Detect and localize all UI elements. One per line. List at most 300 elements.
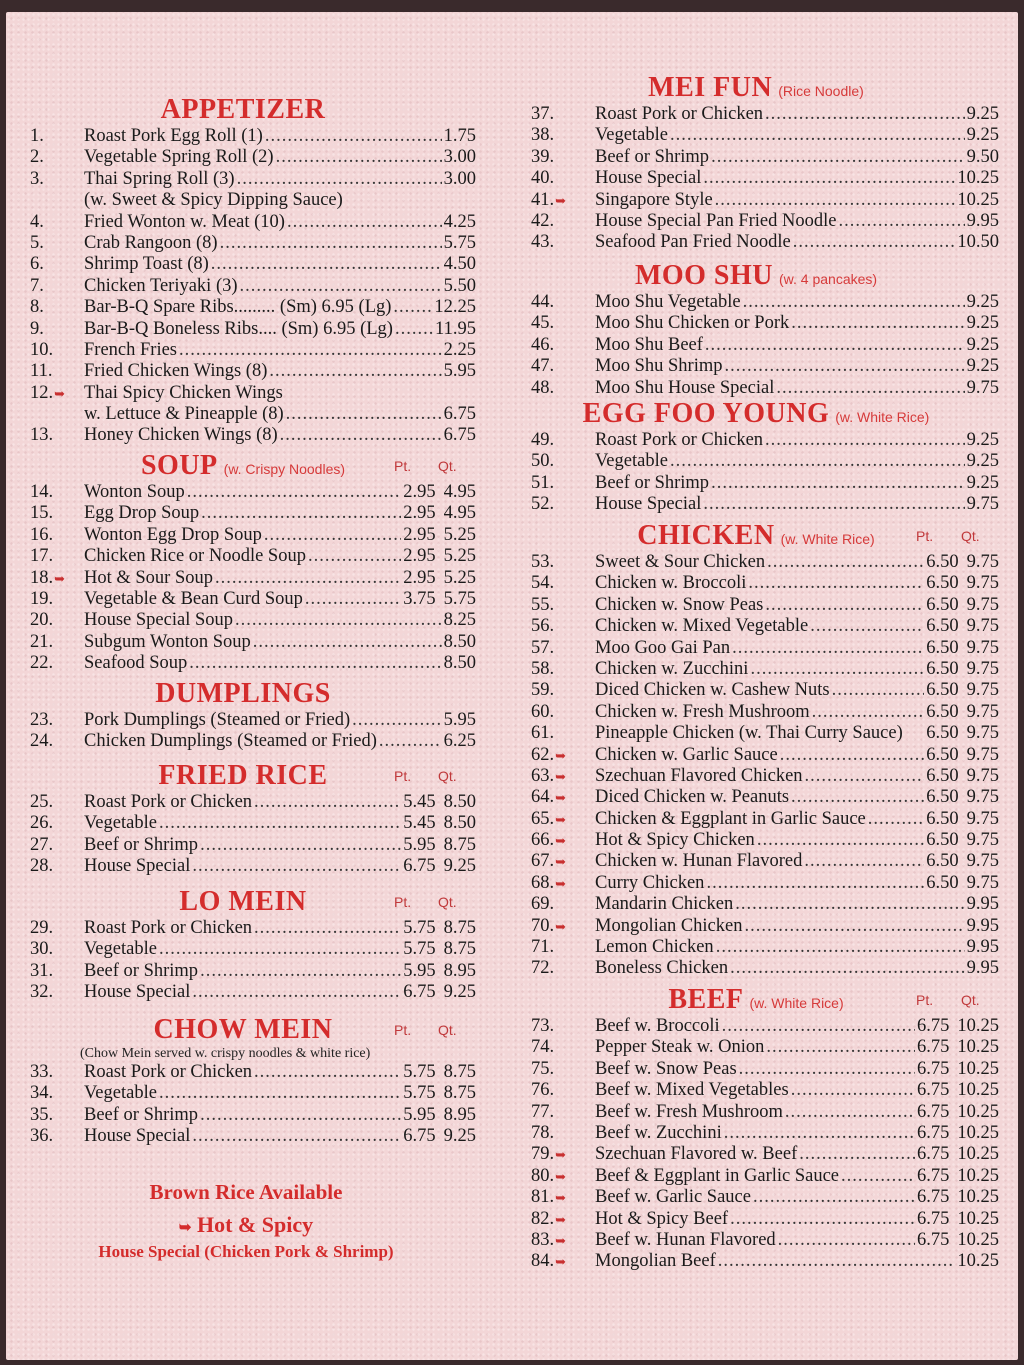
item-name: Bar-B-Q Boneless Ribs.... (Sm) 6.95 (Lg) (84, 318, 393, 339)
item-line (84, 1126, 476, 1147)
item-name: Egg Drop Soup (84, 503, 200, 524)
item-number (30, 731, 68, 752)
item-number-text: 62. (531, 744, 555, 765)
item-line (595, 356, 999, 377)
item-price-pint: 5.75 (403, 918, 436, 938)
item-line (84, 383, 476, 404)
menu-item (511, 616, 1018, 637)
item-price-pint: 5.95 (403, 960, 436, 981)
item-name: Hot & Spicy Beef (595, 1208, 729, 1229)
item-price: 10.25 (957, 168, 999, 189)
item-name: Vegetable (595, 451, 668, 472)
dot-leader (393, 297, 432, 318)
dot-leader (812, 702, 925, 723)
menu-item (511, 356, 1018, 377)
menu-item (511, 1251, 1018, 1272)
item-number (30, 319, 68, 340)
item-line (84, 503, 476, 524)
item-line (595, 1016, 999, 1037)
item-number-text: 66. (531, 830, 555, 851)
menu-item (6, 813, 511, 834)
dot-leader (711, 473, 965, 494)
item-number (531, 1251, 569, 1272)
item-price: 9.25 (966, 430, 999, 450)
item-number (531, 1080, 569, 1101)
pepper-icon: ➥ (555, 192, 567, 208)
item-number (30, 982, 68, 1003)
dot-leader (711, 147, 965, 168)
item-number (531, 958, 569, 979)
item-price: 9.95 (966, 937, 999, 958)
item-price: 10.50 (957, 232, 999, 253)
item-number (531, 1144, 569, 1165)
item-number (531, 1037, 569, 1058)
item-price: 5.95 (443, 710, 476, 730)
dot-leader (776, 378, 964, 399)
item-name: Singapore Style (595, 189, 713, 210)
item-line (84, 361, 476, 382)
item-number-text: 17. (30, 546, 54, 567)
item-number (30, 632, 68, 653)
dot-leader (841, 1166, 915, 1187)
menu-item (511, 937, 1018, 958)
dot-leader (732, 638, 924, 659)
item-number-text: 80. (531, 1165, 555, 1186)
item-line (595, 723, 999, 744)
section-title: MEI FUN (648, 72, 773, 103)
item-line (84, 319, 476, 340)
item-name: French Fries (84, 339, 177, 360)
item-line (595, 190, 999, 211)
item-number-text: 2. (30, 147, 44, 168)
item-line (84, 939, 476, 960)
item-price-quart: 4.95 (443, 482, 476, 502)
menu-item (6, 546, 511, 567)
menu-item (6, 383, 511, 404)
item-line (595, 1209, 999, 1230)
item-number (531, 1187, 569, 1208)
item-number (531, 573, 569, 594)
item-price-quart: 9.75 (966, 744, 999, 765)
pepper-icon: ➥ (555, 1190, 567, 1206)
item-price-pint: 6.50 (926, 851, 959, 872)
section-header (6, 678, 480, 710)
section-subtitle: (w. White Rice) (780, 531, 875, 547)
item-price: 11.95 (435, 318, 476, 339)
item-name: Chicken w. Snow Peas (595, 594, 764, 615)
item-price: 5.75 (443, 232, 476, 253)
dot-leader (200, 835, 401, 856)
item-price-pint: 6.50 (926, 594, 959, 615)
item-name: Fried Wonton w. Meat (10) (84, 211, 285, 232)
menu-item (511, 1187, 1018, 1208)
item-price: 8.50 (443, 653, 476, 674)
item-number-text: 56. (531, 616, 555, 637)
item-number-text: 63. (531, 765, 555, 786)
menu-item (6, 319, 511, 340)
item-price-quart: 10.25 (957, 1016, 999, 1036)
item-price-quart: 9.75 (966, 808, 999, 829)
section-soup (6, 450, 511, 675)
item-price-pint: 5.75 (403, 1083, 436, 1104)
item-line (595, 702, 999, 723)
item-number-text: 14. (30, 482, 54, 502)
pepper-icon: ➥ (555, 875, 567, 891)
item-name: Curry Chicken (595, 872, 705, 893)
item-name: Wonton Soup (84, 482, 185, 502)
item-line (84, 982, 476, 1003)
item-line (84, 918, 476, 939)
item-line (595, 1187, 999, 1208)
item-line (84, 1083, 476, 1104)
item-number (30, 297, 68, 318)
item-price: 9.25 (966, 125, 999, 146)
item-price-quart: 8.75 (443, 1062, 476, 1082)
item-price-pint: 6.50 (926, 830, 959, 851)
item-name: Bar-B-Q Spare Ribs......... (Sm) 6.95 (Lg) (84, 297, 392, 318)
item-name: Moo Shu Chicken or Pork (595, 313, 790, 334)
item-price: 9.25 (966, 104, 999, 124)
item-line (595, 894, 999, 915)
item-price: 10.25 (957, 189, 999, 210)
dot-leader (724, 356, 964, 377)
quart-header: Qt. (961, 528, 980, 544)
item-number (531, 1059, 569, 1080)
item-number-text: 55. (531, 594, 555, 615)
item-number-text: 29. (30, 918, 54, 938)
item-name: Sweet & Sour Chicken (595, 552, 766, 572)
item-line (595, 1059, 999, 1080)
item-number (30, 212, 68, 233)
item-line (84, 525, 476, 546)
item-number (531, 190, 569, 211)
item-price-quart: 8.75 (443, 918, 476, 938)
pepper-icon: ➥ (555, 747, 567, 763)
dot-leader (753, 1187, 915, 1208)
item-price-pint: 6.50 (926, 701, 959, 722)
item-line (595, 168, 999, 189)
menu-item (6, 126, 511, 147)
pepper-icon: ➥ (555, 811, 567, 827)
item-price-pint: 6.50 (926, 573, 959, 594)
dot-leader (780, 745, 925, 766)
item-price-quart: 9.75 (966, 573, 999, 594)
section-title: CHICKEN (637, 520, 775, 551)
dot-leader (739, 1059, 915, 1080)
item-price-quart: 9.75 (966, 701, 999, 722)
section-title: APPETIZER (160, 94, 326, 125)
item-number (30, 1062, 68, 1083)
menu-item (6, 961, 511, 982)
dot-leader (805, 766, 925, 787)
item-name: Roast Pork or Chicken (595, 430, 764, 450)
item-price-pint: 6.75 (403, 856, 436, 877)
section-title: FRIED RICE (158, 760, 328, 791)
item-name: Chicken Teriyaki (3) (84, 275, 238, 296)
menu-item (511, 894, 1018, 915)
item-price-pint: 5.75 (403, 1062, 436, 1082)
item-line (595, 916, 999, 937)
dot-leader (670, 451, 965, 472)
item-number-text: 67. (531, 851, 555, 872)
item-number (30, 1126, 68, 1147)
item-number-text: 36. (30, 1126, 54, 1147)
pepper-icon: ➥ (555, 1168, 567, 1184)
item-price: 9.25 (966, 334, 999, 355)
item-number (531, 1123, 569, 1144)
item-price-pint: 6.75 (917, 1080, 950, 1101)
item-price: 9.95 (966, 894, 999, 915)
dot-leader (670, 125, 965, 146)
dot-leader (765, 104, 965, 125)
dot-leader (159, 1083, 401, 1104)
item-price-quart: 10.25 (957, 1165, 999, 1186)
item-number-text: 22. (30, 653, 54, 674)
item-price-quart: 9.25 (443, 1126, 476, 1147)
item-name: Moo Shu Beef (595, 334, 703, 355)
item-price: 9.50 (966, 146, 999, 167)
item-number (531, 659, 569, 680)
item-number-text: 48. (531, 377, 555, 398)
menu-item (6, 589, 511, 610)
item-line (595, 125, 999, 146)
item-name: Diced Chicken w. Peanuts (595, 787, 790, 808)
dot-leader (750, 659, 924, 680)
menu-item (511, 1166, 1018, 1187)
menu-item (6, 169, 511, 190)
item-number-text: 35. (30, 1104, 54, 1125)
item-line (595, 787, 999, 808)
item-number-text: 47. (531, 356, 555, 377)
item-price-quart: 10.25 (957, 1122, 999, 1143)
item-line (84, 653, 476, 674)
menu-item (6, 653, 511, 674)
dot-leader (254, 918, 401, 939)
item-price-pint: 5.45 (403, 813, 436, 834)
dot-leader (785, 1102, 915, 1123)
item-price: 3.00 (443, 168, 476, 189)
pint-header: Pt. (394, 458, 412, 474)
menu-item (511, 916, 1018, 937)
dot-leader (791, 787, 924, 808)
item-name: Beef w. Snow Peas (595, 1058, 737, 1079)
pint-header: Pt. (394, 768, 412, 784)
section-chow-mein (6, 1014, 511, 1148)
item-number-text: 52. (531, 494, 555, 515)
item-name: Fried Chicken Wings (8) (84, 361, 268, 382)
item-number (30, 568, 68, 589)
item-line (595, 573, 999, 594)
item-number-text: 81. (531, 1187, 555, 1208)
item-line (595, 430, 999, 451)
item-number (531, 680, 569, 701)
item-number (531, 894, 569, 915)
menu-item (511, 125, 1018, 146)
item-number-text: 19. (30, 588, 54, 609)
item-line (595, 1166, 999, 1187)
pepper-icon: ➥ (555, 1232, 567, 1248)
item-name: Chicken w. Garlic Sauce (595, 744, 778, 765)
item-name: Pepper Steak w. Onion (595, 1037, 765, 1058)
section-lo-mein (6, 886, 511, 1004)
item-price: 9.25 (966, 356, 999, 377)
item-name: Chicken w. Hunan Flavored (595, 851, 803, 872)
pepper-icon: ➥ (555, 1254, 567, 1270)
item-name: House Special Pan Fried Noodle (595, 210, 837, 231)
item-name: Chicken w. Fresh Mushroom (595, 701, 810, 722)
item-line (595, 232, 999, 253)
item-price-quart: 10.25 (957, 1037, 999, 1058)
item-number-text: 59. (531, 680, 555, 701)
menu-item (6, 297, 511, 318)
item-price-pint: 6.75 (917, 1101, 950, 1122)
section-title: BEEF (668, 984, 744, 1015)
item-name: Szechuan Flavored w. Beef (595, 1144, 798, 1165)
item-price-pint: 6.75 (403, 982, 436, 1003)
item-price-quart: 9.75 (966, 787, 999, 808)
item-number-text: 71. (531, 937, 555, 958)
menu-item (511, 830, 1018, 851)
item-line (84, 425, 476, 446)
item-price-pint: 2.95 (403, 482, 436, 502)
section-title: LO MEIN (179, 886, 307, 917)
dot-leader (159, 813, 401, 834)
menu-item (511, 494, 1018, 515)
item-number (531, 723, 569, 744)
quart-header: Qt. (438, 894, 457, 910)
dot-leader (703, 494, 964, 515)
item-price-pint: 6.75 (917, 1165, 950, 1186)
item-price-pint: 6.50 (926, 808, 959, 829)
item-number (531, 451, 569, 472)
item-name: Vegetable (84, 939, 157, 960)
dot-leader (810, 616, 924, 637)
item-number-text: 37. (531, 104, 555, 124)
item-name: Beef w. Hunan Flavored (595, 1229, 776, 1250)
item-name: Wonton Egg Drop Soup (84, 524, 262, 545)
item-number (531, 104, 569, 125)
dot-leader (235, 610, 442, 631)
section-beef (511, 984, 1018, 1273)
item-line (84, 404, 476, 425)
item-price-pint: 6.50 (926, 787, 959, 808)
item-number-text: 57. (531, 637, 555, 658)
item-line (595, 1102, 999, 1123)
item-line (595, 873, 999, 894)
item-price-pint: 6.50 (926, 680, 959, 701)
item-number-text: 25. (30, 792, 54, 812)
item-price-quart: 10.25 (957, 1101, 999, 1122)
item-number (30, 1105, 68, 1126)
item-price: 9.75 (966, 377, 999, 398)
item-line (84, 856, 476, 877)
menu-item (511, 232, 1018, 253)
menu-item (511, 313, 1018, 334)
item-number (30, 340, 68, 361)
dot-leader (265, 126, 442, 147)
dot-leader (748, 573, 924, 594)
item-price-pint: 6.50 (926, 872, 959, 893)
item-number-text: 38. (531, 125, 555, 146)
dot-leader (215, 568, 401, 589)
item-price-quart: 5.75 (443, 588, 476, 609)
item-number-text: 11. (30, 361, 53, 382)
item-number-text: 3. (30, 168, 44, 189)
item-name: Roast Pork or Chicken (84, 918, 253, 938)
menu-item (6, 1126, 511, 1147)
menu-item (511, 1230, 1018, 1251)
item-number-text: 7. (30, 275, 44, 296)
menu-item (511, 766, 1018, 787)
item-number-text: 21. (30, 631, 54, 652)
section-title: EGG FOO YOUNG (582, 398, 830, 429)
item-price: 9.95 (966, 915, 999, 936)
item-number (531, 494, 569, 515)
item-number (531, 766, 569, 787)
item-number (30, 546, 68, 567)
dot-leader (718, 1251, 956, 1272)
item-price: 9.25 (966, 472, 999, 493)
pepper-icon: ➥ (555, 1147, 567, 1163)
item-number (531, 168, 569, 189)
section-header (6, 94, 480, 126)
dot-leader (791, 1080, 915, 1101)
item-number (531, 1166, 569, 1187)
item-price-quart: 9.75 (966, 830, 999, 851)
item-line (84, 731, 476, 752)
item-number (531, 916, 569, 937)
dot-leader (264, 525, 401, 546)
item-price-pint: 6.75 (403, 1126, 436, 1147)
item-line (84, 147, 476, 168)
dot-leader (352, 710, 441, 731)
item-price-quart: 9.75 (966, 765, 999, 786)
dot-leader (705, 335, 965, 356)
menu-item (511, 1059, 1018, 1080)
item-number-text: 68. (531, 872, 555, 893)
item-line (84, 276, 476, 297)
item-number-text: 51. (531, 472, 555, 493)
item-price: 5.95 (443, 361, 476, 382)
item-number (30, 233, 68, 254)
item-price: 9.95 (966, 958, 999, 979)
menu-item (511, 573, 1018, 594)
item-number-text: 20. (30, 610, 54, 631)
menu-item (6, 792, 511, 813)
menu-item (6, 856, 511, 877)
item-number (531, 430, 569, 451)
pint-header: Pt. (394, 894, 412, 910)
item-number-text: 15. (30, 503, 54, 524)
menu-item (511, 1016, 1018, 1037)
item-line (84, 297, 476, 318)
dot-leader (286, 404, 442, 425)
menu-item (6, 1083, 511, 1104)
item-number-text: 50. (531, 451, 555, 472)
item-line (595, 552, 999, 573)
dot-leader (192, 1126, 401, 1147)
item-number (531, 745, 569, 766)
menu-item (6, 918, 511, 939)
dot-leader (778, 1230, 915, 1251)
item-price-pint: 6.50 (926, 658, 959, 679)
item-name: Beef w. Broccoli (595, 1016, 720, 1036)
item-price-pint: 5.95 (403, 1104, 436, 1125)
item-name: Beef or Shrimp (84, 960, 199, 981)
item-number-text: 9. (30, 318, 44, 339)
item-price: 3.00 (443, 147, 476, 168)
item-number-text: 49. (531, 430, 555, 450)
